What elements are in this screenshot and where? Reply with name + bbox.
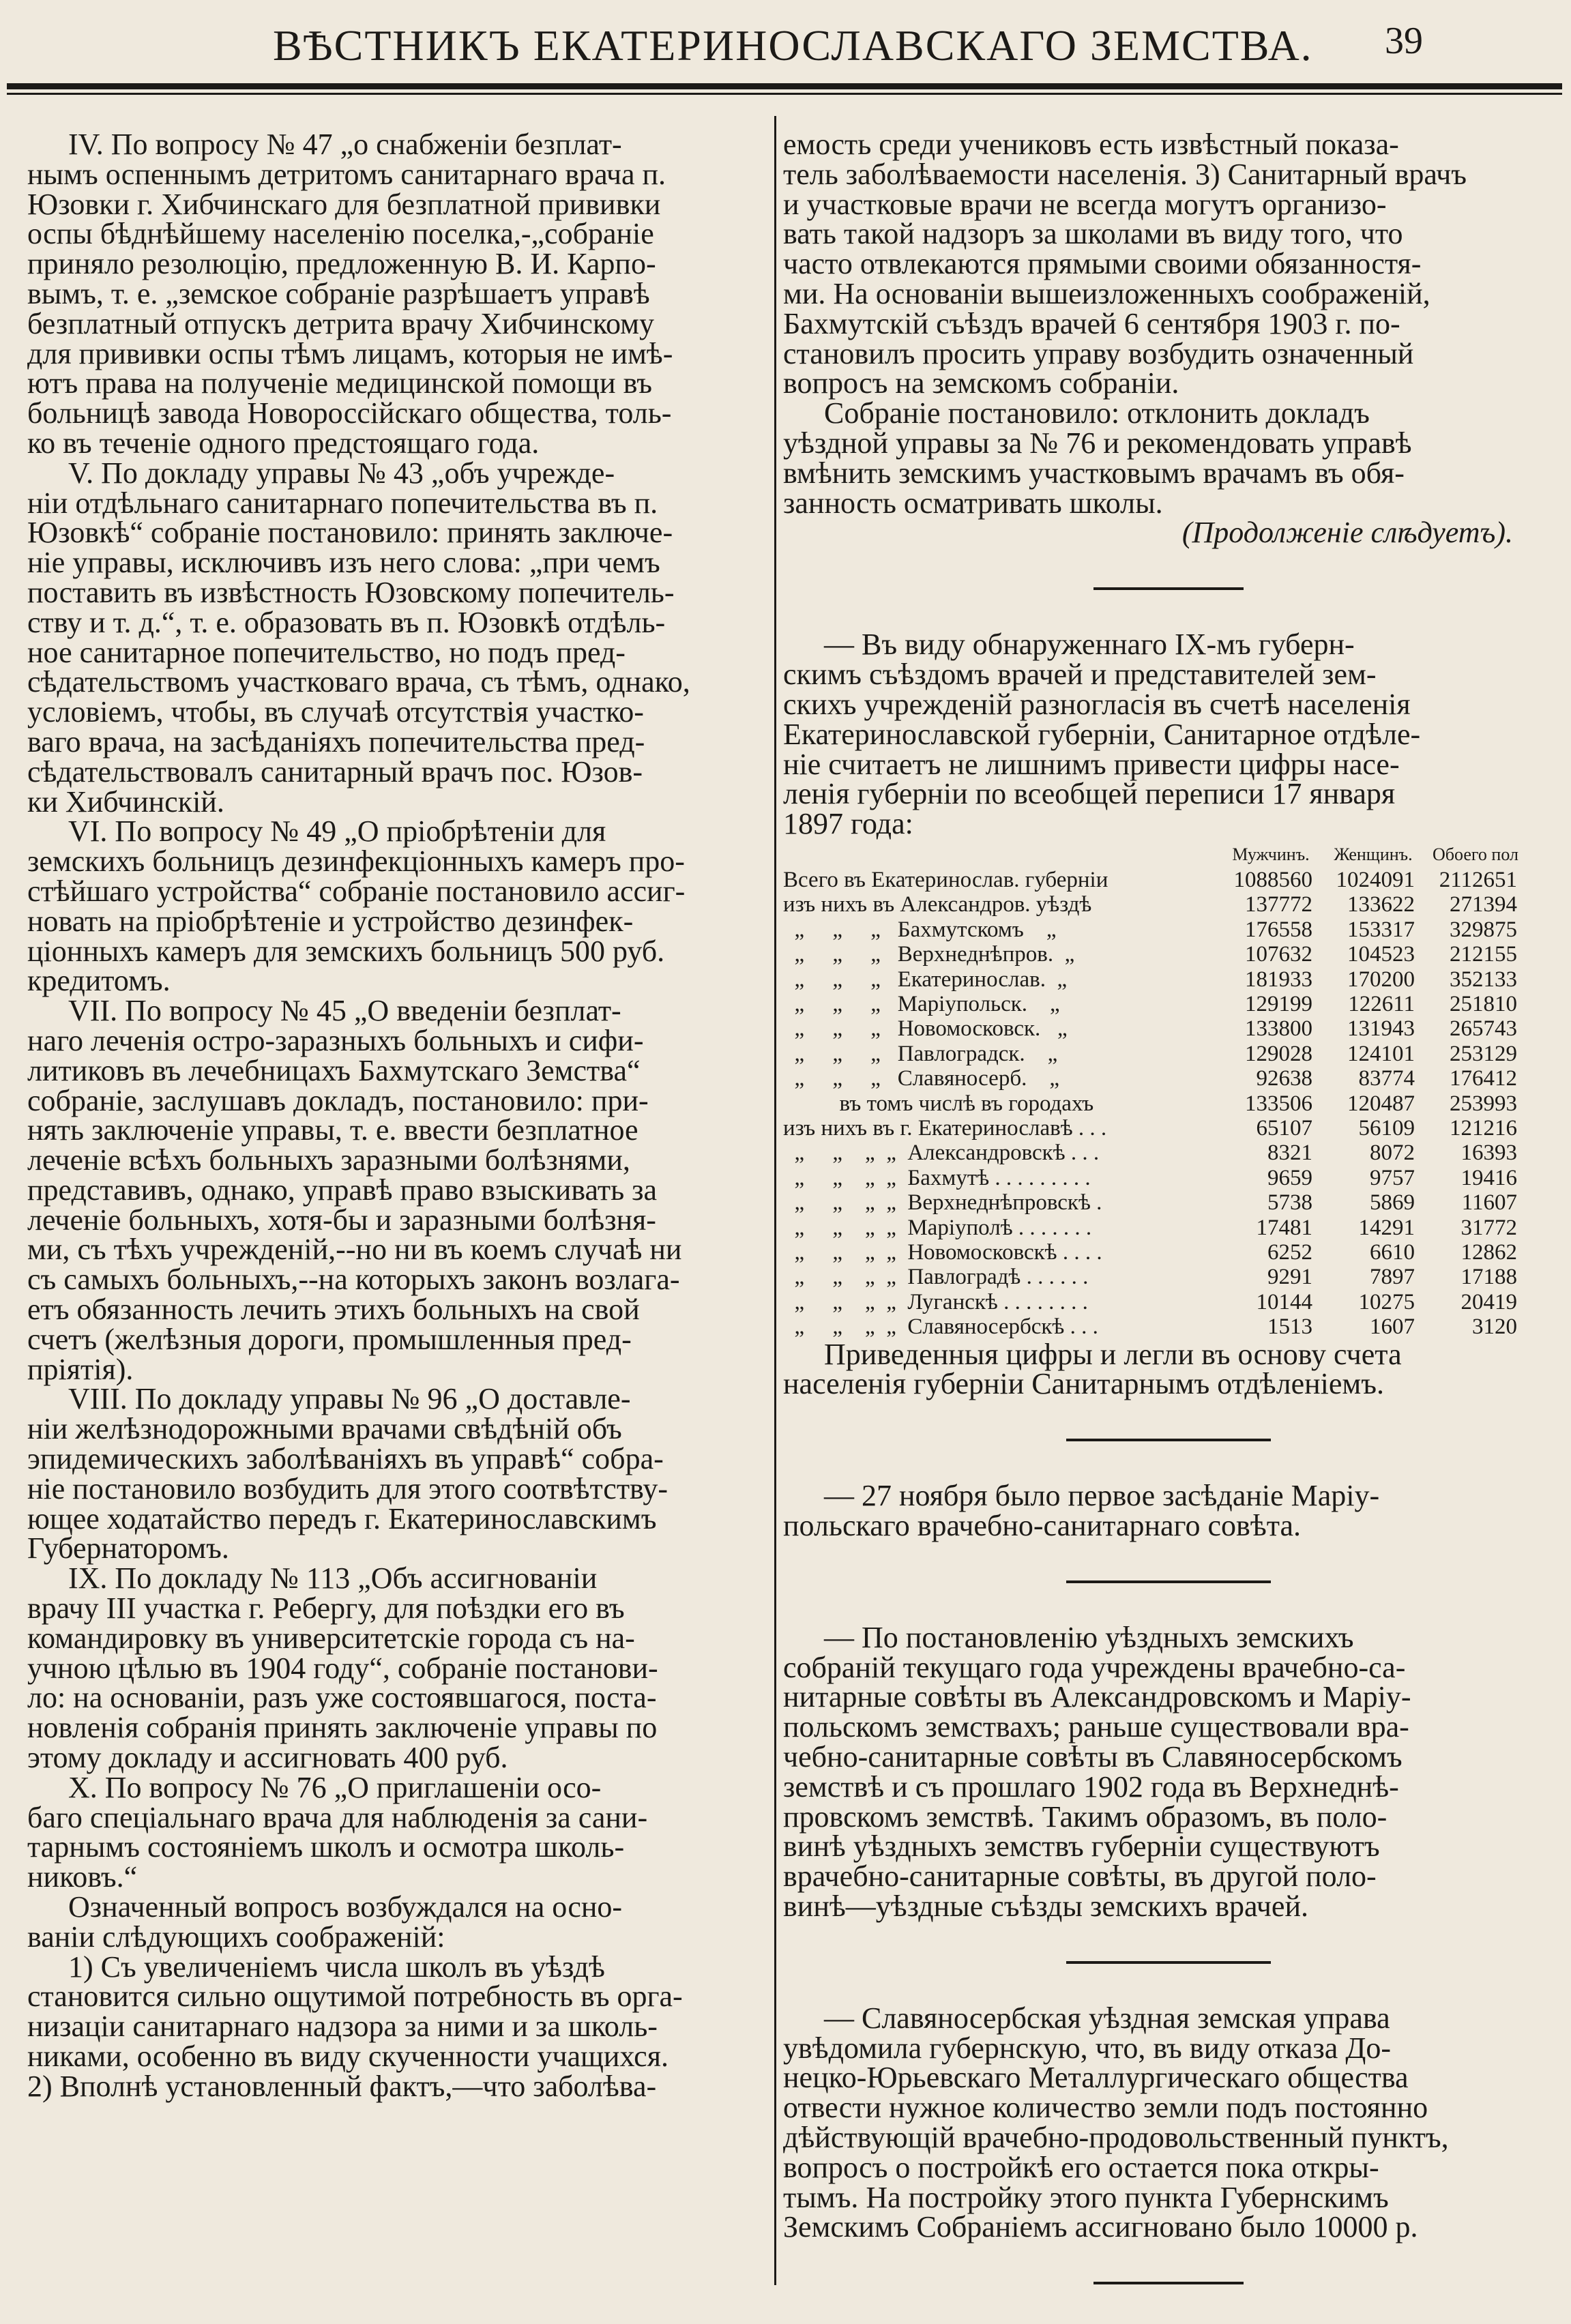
reason-2-start: 2) Вполнѣ установленный фактъ,—что заболѣва- bbox=[27, 2069, 657, 2103]
census-region-label: „ „ „ Новомосковск. „ bbox=[783, 1016, 1068, 1042]
header-rule-thick bbox=[7, 83, 1562, 89]
news-slavianoserbsk: — Славяносербская уѣздная земская управа увѣдомила губернскую, что, въ виду отказа До- нецко-Юрьевскаго Металлургическаго общества отвести нужное количество земли подъ постоянно дѣйствующій врачебно-продовольственный пунктъ, вопросъ о постройкѣ его остается пока откры- тымъ. На постройку этого пункта Губернскимъ Земскимъ Собраніемъ ассигновано было 10000 р. bbox=[783, 2001, 1449, 2244]
census-men: 176558 bbox=[1245, 917, 1312, 942]
census-men: 92638 bbox=[1256, 1066, 1312, 1091]
census-men: 133506 bbox=[1245, 1091, 1312, 1116]
item-vi: VI. По вопросу № 49 „О пріобрѣтеніи для земскихъ больницъ дезинфекціонныхъ камеръ про- стѣйшаго устройства“ собраніе постановило ассиг- новать на пріобрѣтеніе и устройство дезинфек- ціонныхъ камеръ для земскихъ больницъ 500 руб. кредитомъ. bbox=[27, 814, 686, 998]
census-total: 20419 bbox=[1460, 1289, 1517, 1314]
census-men: 9291 bbox=[1267, 1265, 1312, 1290]
to-be-continued: (Продолженіе слѣдуетъ). bbox=[1181, 516, 1513, 550]
news-mariupol-council: — 27 ноября было первое засѣданіе Маріу- польскаго врачебно-санитарнаго совѣта. bbox=[783, 1479, 1380, 1543]
census-row bbox=[783, 1091, 1554, 1116]
census-men: 181933 bbox=[1245, 967, 1312, 992]
census-men: 107632 bbox=[1245, 942, 1312, 967]
census-row bbox=[783, 992, 1554, 1016]
census-men: 5738 bbox=[1267, 1190, 1312, 1216]
census-region-label: „ „ „ „ Александровскѣ . . . bbox=[783, 1141, 1100, 1166]
census-row bbox=[783, 868, 1554, 892]
census-total: 11607 bbox=[1461, 1190, 1517, 1216]
census-men: 17481 bbox=[1256, 1215, 1312, 1240]
census-men: 9659 bbox=[1267, 1165, 1312, 1190]
census-women: 10275 bbox=[1358, 1289, 1415, 1314]
census-total: 271394 bbox=[1450, 892, 1517, 917]
census-women: 104523 bbox=[1347, 942, 1415, 967]
census-total: 329875 bbox=[1450, 917, 1517, 942]
census-women: 1607 bbox=[1370, 1314, 1415, 1340]
census-row bbox=[783, 1166, 1554, 1190]
census-women: 122611 bbox=[1348, 991, 1415, 1016]
census-row bbox=[783, 1240, 1554, 1265]
census-header-women: Женщинъ. bbox=[1334, 844, 1413, 864]
census-women: 5869 bbox=[1370, 1190, 1415, 1216]
census-row bbox=[783, 1290, 1554, 1314]
census-row bbox=[783, 1314, 1554, 1339]
assembly-resolution: Собраніе постановило: отклонить докладъ уѣздной управы за № 76 и рекомендовать управѣ вмѣнить земскимъ участковымъ врачамъ въ обя- занность осматривать школы. bbox=[783, 396, 1412, 520]
page-number: 39 bbox=[1385, 20, 1423, 62]
census-total: 121216 bbox=[1450, 1116, 1517, 1141]
census-row bbox=[783, 1265, 1554, 1289]
census-row bbox=[783, 1141, 1554, 1165]
census-men: 8321 bbox=[1267, 1141, 1312, 1166]
item-vii: VII. По вопросу № 45 „О введеніи безплат- наго леченія остро-заразныхъ больныхъ и сифи- литиковъ въ лечебницахъ Бахмутскаго Земства“ собраніе, заслушавъ докладъ, постановило: при- нять заключеніе управы, т. е. ввести безплатное леченіе всѣхъ больныхъ заразными болѣзнями, представивъ, однако, управѣ право взыскивать за леченіе больныхъ, хотя-бы и заразными болѣзня- ми, съ тѣхъ учрежденій,--но ни въ коемъ случаѣ ни съ самыхъ больныхъ,--на которыхъ законъ возлага- етъ обязанность лечить этихъ больныхъ на свой счетъ (желѣзныя дороги, промышленныя пред- пріятія). bbox=[27, 994, 682, 1386]
census-region-label: „ „ „ „ Верхнеднѣпровскѣ . bbox=[783, 1190, 1102, 1216]
census-women: 120487 bbox=[1347, 1091, 1415, 1116]
census-region-label: „ „ „ Павлоградск. „ bbox=[783, 1041, 1058, 1066]
census-men: 133800 bbox=[1245, 1016, 1312, 1042]
census-total: 265743 bbox=[1450, 1016, 1517, 1042]
census-women: 170200 bbox=[1347, 967, 1415, 992]
census-row bbox=[783, 1190, 1554, 1215]
census-women: 8072 bbox=[1370, 1141, 1415, 1166]
census-region-label: „ „ „ Маріупольск. „ bbox=[783, 991, 1060, 1016]
reason-continuation: емость среди учениковъ есть извѣстный показа- тель заболѣваемости населенія. 3) Санитарный врачъ и участковые врачи не всегда могутъ организо- вать такой надзоръ за школами въ виду того, что часто отвлекаются прямыми своими обязанностя- ми. На основаніи вышеизложенныхъ соображеній, Бахмутскій съѣздъ врачей 6 сентября 1903 г. по- становилъ просить управу возбудить означенный вопросъ на земскомъ собраніи. bbox=[783, 128, 1467, 400]
census-men: 129199 bbox=[1245, 991, 1312, 1016]
census-region-label: въ томъ числѣ въ городахъ bbox=[783, 1091, 1094, 1116]
item-viii: VIII. По докладу управы № 96 „О доставле- ніи желѣзнодорожными врачами свѣдѣній объ эпидемическихъ заболѣваніяхъ въ управѣ“ собра- ніе постановило возбудить для этого соотвѣтству- ющее ходатайство передъ г. Екатеринославскимъ Губернаторомъ. bbox=[27, 1382, 668, 1565]
census-women: 131943 bbox=[1347, 1016, 1415, 1042]
census-region-label: „ „ „ „ Павлоградѣ . . . . . . bbox=[783, 1265, 1089, 1290]
census-total: 352133 bbox=[1450, 967, 1517, 992]
item-x: X. По вопросу № 76 „О приглашеніи осо- баго спеціальнаго врача для наблюденія за сани- тарнымъ состояніемъ школъ и осмотра школь- никовъ.“ bbox=[27, 1770, 648, 1894]
census-women: 1024091 bbox=[1336, 867, 1415, 892]
section-separator bbox=[1066, 1439, 1271, 1441]
census-row bbox=[783, 1216, 1554, 1240]
census-women: 7897 bbox=[1370, 1265, 1415, 1290]
header-rule-thin bbox=[7, 93, 1562, 95]
item-v: V. По докладу управы № 43 „объ учрежде- ніи отдѣльнаго санитарнаго попечительства въ п. Юзовкѣ“ собраніе постановило: принять заключе- ніе управы, исключивъ изъ него слова: „при чемъ поставить въ извѣстность Юзовскому попечитель- ству и т. д.“, т. е. образовать въ п. Юзовкѣ отдѣль- ное санитарное попечительство, но подъ пред- сѣдательствомъ участковаго врача, съ тѣмъ, однако, условіемъ, чтобы, въ случаѣ отсутствія участко- ваго врача, на засѣданіяхъ попечительства пред- сѣдательствовалъ санитарный врачъ пос. Юзов- ки Хибчинскій. bbox=[27, 456, 690, 819]
census-women: 9757 bbox=[1370, 1165, 1415, 1190]
census-row bbox=[783, 1066, 1554, 1091]
census-intro: — Въ виду обнаруженнаго IX-мъ губерн- скимъ съѣздомъ врачей и представителей зем- скихъ учрежденій разногласія въ счетѣ населенія Екатеринославской губерніи, Санитарное отдѣле- ніе считаетъ не лишнимъ привести цифры насе- ленія губерніи по всеобщей переписи 17 января 1897 года: bbox=[783, 628, 1421, 841]
census-men: 129028 bbox=[1245, 1041, 1312, 1066]
census-total: 19416 bbox=[1460, 1165, 1517, 1190]
census-table-header bbox=[783, 844, 1554, 865]
census-total: 12862 bbox=[1460, 1240, 1517, 1265]
census-total: 3120 bbox=[1472, 1314, 1517, 1340]
census-total: 31772 bbox=[1460, 1215, 1517, 1240]
journal-title: ВѢСТНИКЪ ЕКАТЕРИНОСЛАВСКАГО ЗЕМСТВА. bbox=[273, 21, 1313, 70]
census-total: 17188 bbox=[1460, 1265, 1517, 1290]
census-region-label: „ „ „ Екатеринослав. „ bbox=[783, 967, 1068, 992]
census-region-label: „ „ „ Верхнеднѣпров. „ bbox=[783, 942, 1075, 967]
census-men: 6252 bbox=[1267, 1240, 1312, 1265]
census-header-men: Мужчинъ. bbox=[1232, 844, 1310, 864]
census-row bbox=[783, 967, 1554, 992]
census-women: 124101 bbox=[1347, 1041, 1415, 1066]
census-total: 176412 bbox=[1450, 1066, 1517, 1091]
census-row bbox=[783, 942, 1554, 967]
census-region-label: Всего въ Екатеринослав. губерніи bbox=[783, 867, 1108, 892]
section-separator bbox=[1093, 587, 1244, 590]
census-row bbox=[783, 1042, 1554, 1066]
news-sanitary-councils: — По постановленію уѣздныхъ земскихъ собраній текущаго года учреждены врачебно-са- нитарные совѣты въ Александровскомъ и Маріу- польскомъ земствахъ; раньше существовали вра- чебно-санитарные совѣты въ Славяносербскомъ земствѣ и съ прошлаго 1902 года въ Верхнеднѣ- провскомъ земствѣ. Такимъ образомъ, въ поло- винѣ уѣздныхъ земствъ губерніи существуютъ врачебно-санитарные совѣты, въ другой поло- винѣ—уѣздные съѣзды земскихъ врачей. bbox=[783, 1620, 1411, 1924]
census-women: 153317 bbox=[1347, 917, 1415, 942]
census-total: 212155 bbox=[1450, 942, 1517, 967]
census-total: 2112651 bbox=[1439, 867, 1517, 892]
census-region-label: „ „ „ Бахмутскомъ „ bbox=[783, 917, 1057, 942]
census-women: 14291 bbox=[1358, 1215, 1415, 1240]
census-total: 253129 bbox=[1450, 1041, 1517, 1066]
census-region-label: изъ нихъ въ г. Екатеринославѣ . . . bbox=[783, 1116, 1107, 1141]
census-total: 16393 bbox=[1460, 1141, 1517, 1166]
census-women: 56109 bbox=[1358, 1116, 1415, 1141]
census-men: 10144 bbox=[1256, 1289, 1312, 1314]
census-region-label: „ „ „ „ Новомосковскѣ . . . . bbox=[783, 1240, 1102, 1265]
reason-1: 1) Съ увеличеніемъ числа школъ въ уѣздѣ становится сильно ощутимой потребность въ орга- низаціи санитарнаго надзора за ними и за школь- никами, особенно въ виду скученности учащихся. bbox=[27, 1950, 683, 2073]
census-men: 1513 bbox=[1267, 1314, 1312, 1340]
census-region-label: „ „ „ Славяносерб. „ bbox=[783, 1066, 1060, 1091]
census-row bbox=[783, 917, 1554, 942]
census-women: 6610 bbox=[1370, 1240, 1415, 1265]
census-header-spacer bbox=[783, 844, 1220, 865]
census-header-total: Обоего пол bbox=[1433, 844, 1518, 864]
census-region-label: изъ нихъ въ Александров. уѣздѣ bbox=[783, 892, 1092, 917]
census-women: 133622 bbox=[1347, 892, 1415, 917]
section-separator bbox=[1066, 1961, 1271, 1964]
item-iv: IV. По вопросу № 47 „о снабженіи безплат- нымъ оспеннымъ детритомъ санитарнаго врача п. Юзовки г. Хибчинскаго для безплатной прививки оспы бѣднѣйшему населенію поселка,-„собраніе приняло резолюцію, предложенную В. И. Карпо- вымъ, т. е. „земское собраніе разрѣшаетъ управѣ безплатный отпускъ детрита врачу Хибчинскому для прививки оспы тѣмъ лицамъ, которыя не имѣ- ютъ права на полученіе медицинской помощи въ больницѣ завода Новороссійскаго общества, толь- ко въ теченіе одного предстоящаго года. bbox=[27, 128, 673, 460]
right-column bbox=[783, 130, 1554, 2324]
section-separator bbox=[1066, 1580, 1271, 1583]
census-total: 251810 bbox=[1450, 991, 1517, 1016]
reasons-intro: Означенный вопросъ возбуждался на осно- ваніи слѣдующихъ соображеній: bbox=[27, 1890, 623, 1954]
census-region-label: „ „ „ „ Бахмутѣ . . . . . . . . . bbox=[783, 1165, 1091, 1190]
census-outro: Приведенныя цифры и легли въ основу счета населенія губерніи Санитарнымъ отдѣленіемъ. bbox=[783, 1337, 1402, 1401]
left-column bbox=[27, 130, 805, 2102]
census-row bbox=[783, 1016, 1554, 1041]
census-row bbox=[783, 1116, 1554, 1141]
census-total: 253993 bbox=[1450, 1091, 1517, 1116]
census-region-label: „ „ „ „ Славяносербскѣ . . . bbox=[783, 1314, 1098, 1340]
census-men: 1088560 bbox=[1233, 867, 1312, 892]
census-row bbox=[783, 892, 1554, 917]
census-men: 137772 bbox=[1245, 892, 1312, 917]
end-separator bbox=[1093, 2282, 1244, 2284]
census-men: 65107 bbox=[1256, 1116, 1312, 1141]
item-ix: IX. По докладу № 113 „Объ ассигнованіи врачу III участка г. Ребергу, для поѣздки его въ командировку въ университетскіе города съ на- учною цѣлью въ 1904 году“, собраніе постанови- ло: на основаніи, разъ уже состоявшагося, поста- новленія собранія принять заключеніе управы по этому докладу и ассигновать 400 руб. bbox=[27, 1561, 658, 1775]
census-region-label: „ „ „ „ Луганскѣ . . . . . . . . bbox=[783, 1289, 1088, 1314]
census-women: 83774 bbox=[1358, 1066, 1415, 1091]
census-region-label: „ „ „ „ Маріуполѣ . . . . . . . bbox=[783, 1215, 1092, 1240]
census-table bbox=[783, 868, 1554, 1340]
